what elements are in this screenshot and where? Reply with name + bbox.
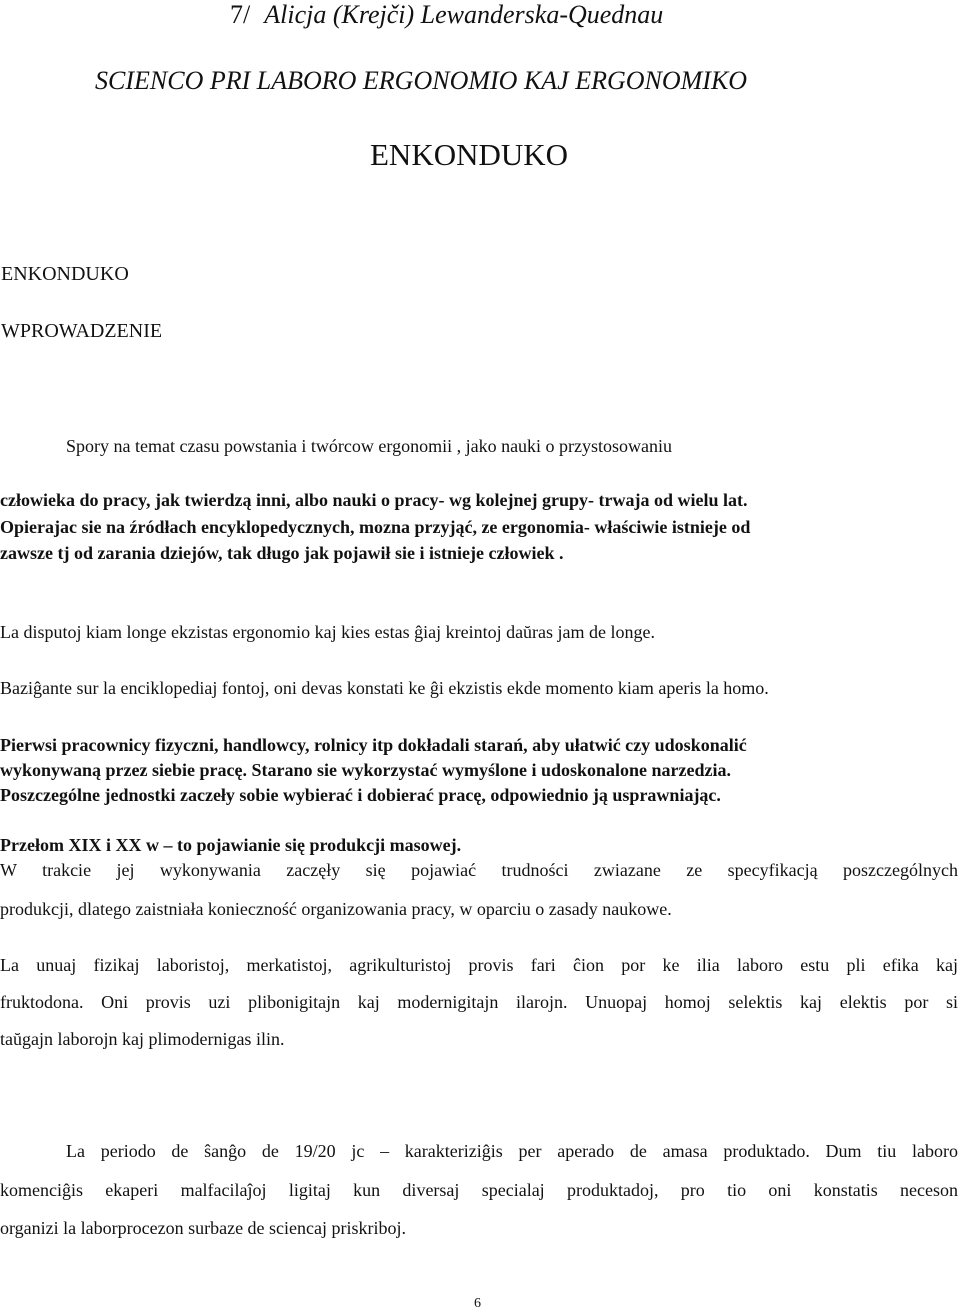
section-heading: ENKONDUKO [370, 137, 569, 172]
paragraph-line: La periodo de ŝanĝo de 19/20 jc – karakteriziĝis per aperado de amasa produktado. Dum tiu laboro [66, 1141, 958, 1161]
paragraph-line: człowieka do pracy, jak twierdzą inni, albo nauki o pracy- wg kolejnej grupy- trwaja od wielu lat. [0, 490, 748, 510]
paragraph-line: Spory na temat czasu powstania i twórcow ergonomii , jako nauki o przystosowaniu [66, 436, 673, 456]
label-eo: ENKONDUKO [1, 263, 129, 285]
page-number: 6 [474, 1296, 481, 1311]
paragraph-line: zawsze tj od zarania dziejów, tak długo jak pojawił sie i istnieje człowiek . [0, 543, 564, 563]
paragraph-line: Poszczególne jednostki zaczeły sobie wybierać i dobierać pracę, odpowiednio ją usprawniając. [0, 785, 721, 805]
paragraph-line: Przełom XIX i XX w – to pojawianie się produkcji masowej. [0, 835, 462, 855]
document-title: SCIENCO PRI LABORO ERGONOMIO KAJ ERGONOMIKO [95, 66, 748, 95]
paragraph-line: La unuaj fizikaj laboristoj, merkatistoj, agrikulturistoj provis fari ĉion por ke ilia laboro estu pli efika kaj [0, 955, 958, 975]
paragraph-line: wykonywaną przez siebie pracę. Starano sie wykorzystać wymyślone i udoskonalone narzedzia. [0, 760, 731, 780]
paragraph-line: W trakcie jej wykonywania zaczęły się pojawiać trudności zwiazane ze specyfikacją poszczególnych [0, 860, 958, 880]
chapter-number: 7/ [230, 0, 251, 29]
paragraph-line: Opierajac sie na źródłach encyklopedycznych, mozna przyjąć, ze ergonomia- właściwie istnieje od [0, 517, 751, 537]
label-pl: WPROWADZENIE [1, 320, 163, 342]
paragraph-line: La disputoj kiam longe ekzistas ergonomio kaj kies estas ĝiaj kreintoj daŭras jam de longe. [0, 622, 656, 642]
paragraph-line: taŭgajn laborojn kaj plimodernigas ilin. [0, 1029, 285, 1049]
paragraph-line: produkcji, dlatego zaistniała konieczność organizowania pracy, w oparciu o zasady naukowe. [0, 899, 672, 919]
paragraph-line: organizi la laborprocezon surbaze de sciencaj priskriboj. [0, 1218, 407, 1238]
page-header [230, 0, 663, 30]
paragraph-line: komenciĝis ekaperi malfacilaĵoj ligitaj kun diversaj specialaj produktadoj, pro tio oni konstatis neceson [0, 1180, 958, 1200]
paragraph-line: fruktodona. Oni provis uzi plibonigitajn kaj modernigitajn ilarojn. Unuopaj homoj selektis kaj elektis por si [0, 992, 958, 1012]
paragraph-line: Baziĝante sur la enciklopediaj fontoj, oni devas konstati ke ĝi ekzistis ekde momento kiam aperis la homo. [0, 678, 769, 698]
author-name: Alicja (Krejči) Lewanderska-Quednau [264, 0, 664, 29]
paragraph-line: Pierwsi pracownicy fizyczni, handlowcy, rolnicy itp dokładali starań, aby ułatwić czy udoskonalić [0, 735, 747, 755]
